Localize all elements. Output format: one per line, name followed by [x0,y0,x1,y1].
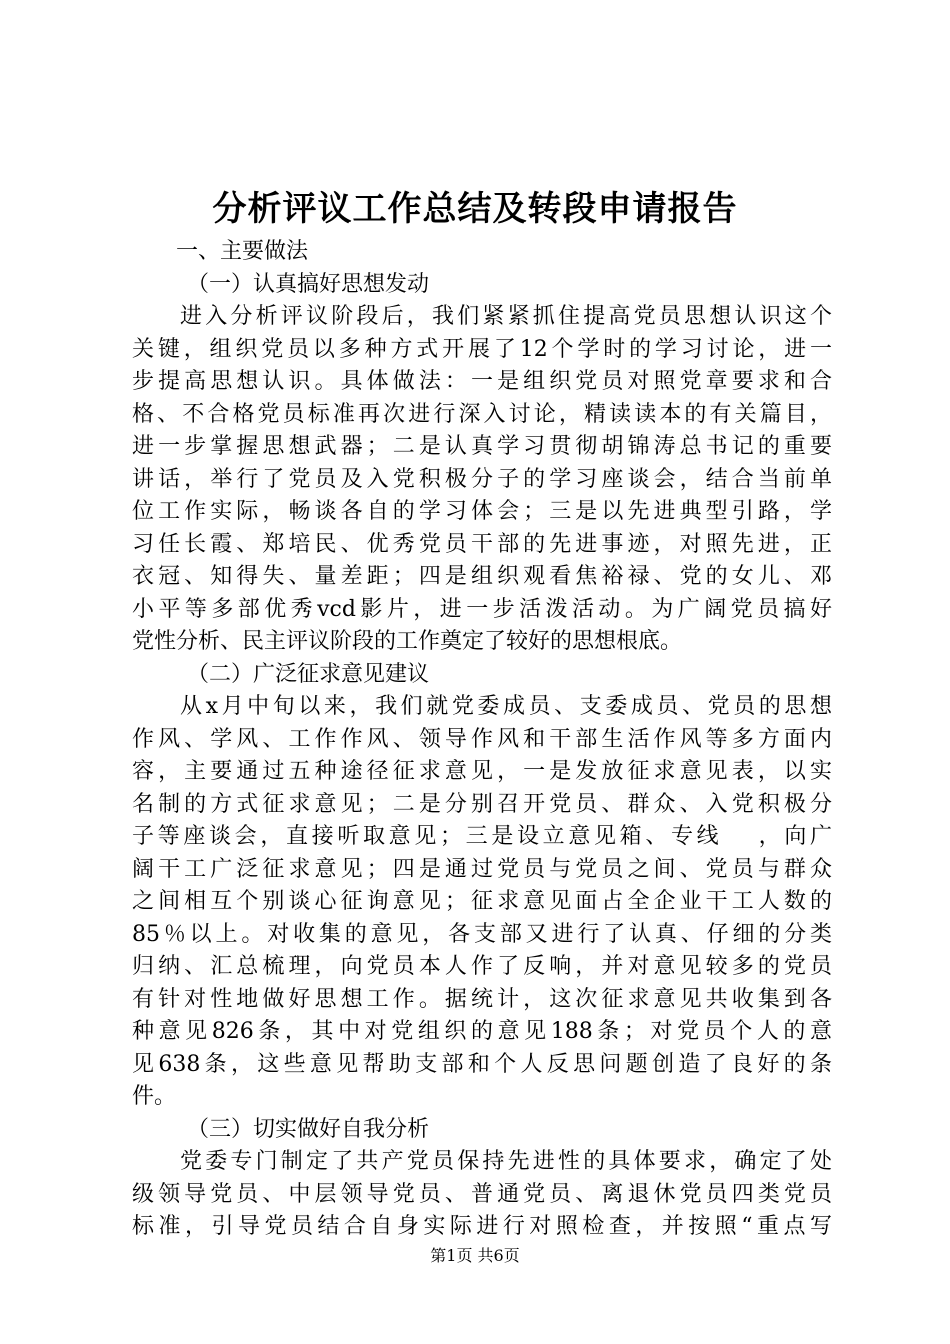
paragraph-line: 85％以上。对收集的意见，各支部又进行了认真、仔细的分类 [132,921,832,947]
paragraph-line: 党委专门制定了共产党员保持先进性的具体要求，确定了处 [180,1149,832,1174]
paragraph-line: 讲话，举行了党员及入党积极分子的学习座谈会，结合当前单 [132,466,832,492]
document-title: 分析评议工作总结及转段申请报告 [212,189,738,229]
paragraph-line: 标准，引导党员结合自身实际进行对照检查，并按照“重点写 [132,1214,832,1239]
paragraph-line: 容，主要通过五种途径征求意见，一是发放征求意见表，以实 [132,759,832,784]
paragraph-line: 进一步掌握思想武器；二是认真学习贯彻胡锦涛总书记的重要 [132,434,832,459]
paragraph-line: 小平等多部优秀vcd影片，进一步活泼活动。为广阔党员搞好 [132,596,832,622]
paragraph-line: 之间相互个别谈心征询意见；征求意见面占全企业干工人数的 [132,889,832,914]
paragraph-line: 见638条，这些意见帮助支部和个人反思问题创造了良好的条 [132,1051,832,1077]
paragraph-line: 格、不合格党员标准再次进行深入讨论，精读读本的有关篇目， [132,401,832,427]
paragraph-line: 有针对性地做好思想工作。据统计，这次征求意见共收集到各 [132,986,832,1012]
paragraph-line: 从x月中旬以来，我们就党委成员、支委成员、党员的思想 [180,694,832,719]
section-heading: 一、主要做法 [176,239,309,264]
paragraph-line: 衣冠、知得失、量差距；四是组织观看焦裕禄、党的女儿、邓 [132,564,832,589]
paragraph-line: 党性分析、民主评议阶段的工作奠定了较好的思想根底。 [132,629,683,654]
paragraph-line: 子等座谈会，直接听取意见；三是设立意见箱、专线 ，向广 [132,824,832,849]
paragraph-line: 步提高思想认识。具体做法：一是组织党员对照党章要求和合 [132,369,832,394]
paragraph-line: 关键，组织党员以多种方式开展了12个学时的学习讨论，进一 [132,336,832,362]
subsection-heading: （一）认真搞好思想发动 [187,271,430,297]
paragraph-line: 级领导党员、中层领导党员、普通党员、离退休党员四类党员 [132,1181,832,1207]
paragraph-line: 名制的方式征求意见；二是分别召开党员、群众、入党积极分 [132,791,832,817]
document-body [132,236,832,1244]
page-footer: 第1页 共6页 [430,1246,520,1265]
paragraph-line: 种意见826条，其中对党组织的意见188条；对党员个人的意 [132,1019,832,1044]
paragraph-line: 件。 [132,1084,177,1109]
paragraph-line: 阔干工广泛征求意见；四是通过党员与党员之间、党员与群众 [132,856,832,882]
paragraph-line: 位工作实际，畅谈各自的学习体会；三是以先进典型引路，学 [132,499,832,524]
paragraph-line: 进入分析评议阶段后，我们紧紧抓住提高党员思想认识这个 [180,304,832,329]
subsection-heading: （三）切实做好自我分析 [187,1116,430,1142]
subsection-heading: （二）广泛征求意见建议 [187,661,430,687]
paragraph-line: 作风、学风、工作作风、领导作风和干部生活作风等多方面内 [132,726,832,752]
paragraph-line: 习任长霞、郑培民、优秀党员干部的先进事迹，对照先进，正 [132,531,832,557]
paragraph-line: 归纳、汇总梳理，向党员本人作了反响，并对意见较多的党员 [132,954,832,979]
